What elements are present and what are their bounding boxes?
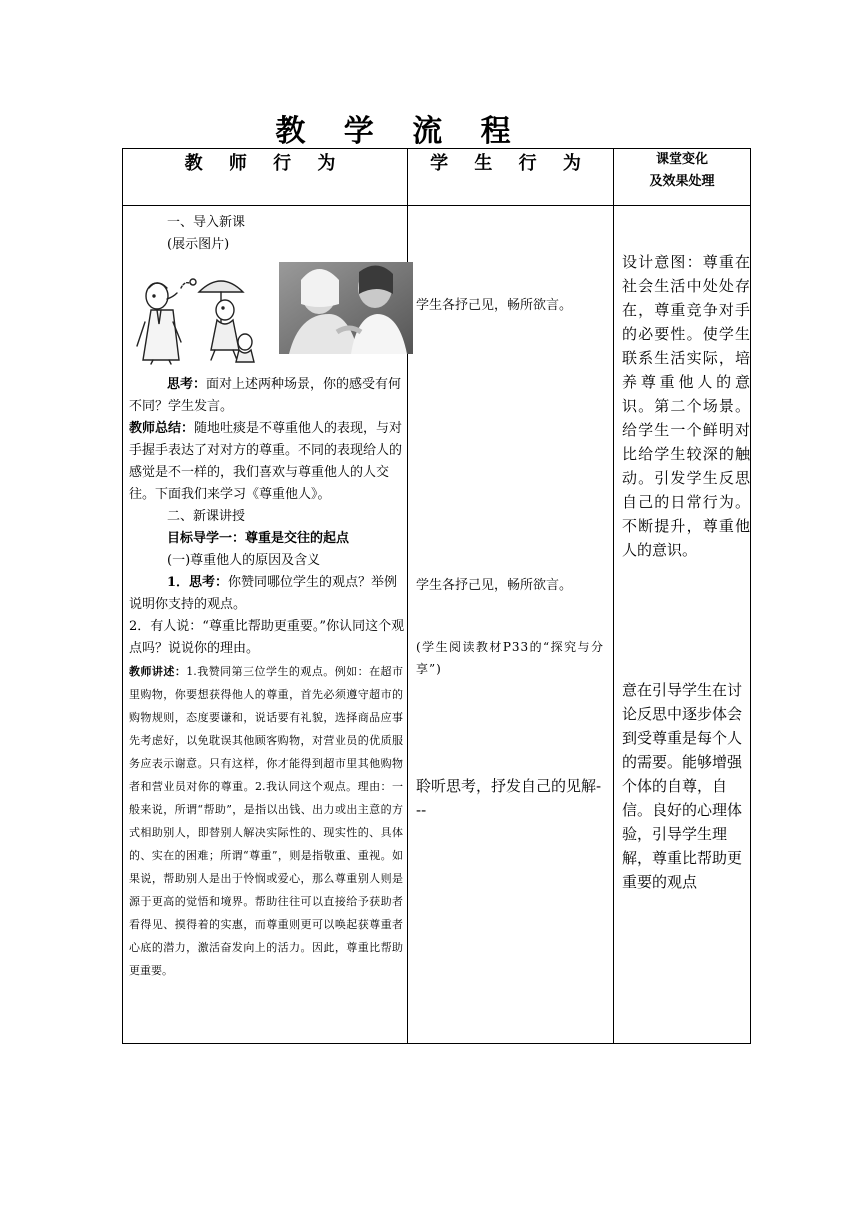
student-response-3: (学生阅读教材P33的“探究与分享”) bbox=[416, 640, 604, 676]
teacher-cell bbox=[123, 206, 408, 1044]
student-response-2: 学生各抒己见，畅所欲言。 bbox=[416, 578, 573, 593]
subsection1-title: (一)尊重他人的原因及含义 bbox=[167, 553, 321, 568]
header-student bbox=[408, 149, 614, 206]
student-cell bbox=[408, 206, 614, 1044]
lecture-text: 1.我赞同第三位学生的观点。例如：在超市里购物，你要想获得他人的尊重，首先必须遵守超市的购物规则，态度要谦和，说话要有礼貌，选择商品应事先考虑好，以免耽误其他顾客购物，对营业员的优质服务应表示谢意。只有这样，你才能得到超市里其他购物者和营业员对你的尊重。2.我认同这个观点。理由：一般来说，所谓“帮助”，是指以出钱、出力或出主意的方式相助别人，即替别人解决实际性的、现实性的、具体的、实在的困难；所谓“尊重”，则是指敬重、重视。如果说，帮助别人是出于怜悯或爱心，那么尊重别人则是源于更高的觉悟和境界。帮助往往可以直接给予获助者看得见、摸得着的实惠，而尊重则更可以唤起获尊重者心底的潜力，激活奋发向上的活力。因此，尊重比帮助更重要。 bbox=[129, 665, 404, 977]
question1-text: 你赞同哪位学生的观点？举例说明你支持的观点。 bbox=[129, 575, 398, 612]
handshake-photo-image bbox=[279, 262, 413, 354]
table-header-row bbox=[123, 149, 751, 206]
header-teacher bbox=[123, 149, 408, 206]
question2-text: 2．有人说：“尊重比帮助更重要。”你认同这个观点吗？说说你的理由。 bbox=[129, 619, 405, 656]
question1-label: 1．思考： bbox=[167, 575, 229, 590]
section2-title: 二、新课讲授 bbox=[167, 509, 246, 524]
goal-heading: 目标导学一：尊重是交往的起点 bbox=[167, 531, 350, 546]
header-changes-line2: 及效果处理 bbox=[649, 174, 715, 189]
header-teacher-label: 教 师 行 为 bbox=[184, 153, 346, 174]
changes-cell bbox=[614, 206, 751, 1044]
intro-images bbox=[129, 262, 405, 374]
student-response-1: 学生各抒己见，畅所欲言。 bbox=[416, 298, 573, 313]
table-body-row bbox=[123, 206, 751, 1044]
think-text: 面对上述两种场景，你的感受有何不同？学生发言。 bbox=[129, 377, 402, 414]
page-title: 教 学 流 程 bbox=[275, 114, 525, 149]
teaching-flow-table bbox=[122, 148, 751, 1044]
think-label: 思考： bbox=[167, 377, 207, 392]
section1-subtitle: (展示图片) bbox=[167, 237, 230, 252]
lecture-label: 教师讲述： bbox=[129, 665, 187, 678]
header-student-label: 学 生 行 为 bbox=[430, 153, 591, 174]
summary-label: 教师总结： bbox=[129, 421, 195, 436]
design-intent-text: 设计意图：尊重在社会生活中处处存在，尊重竞争对手的必要性。使学生联系生活实际，培养尊重他人的意识。第二个场景。给学生一个鲜明对比给学生较深的触动。引发学生反思自己的日常行为。不断提升，尊重他人的意识。 bbox=[622, 253, 750, 559]
guidance-text: 意在引导学生在讨论反思中逐步体会到受尊重是每个人的需要。能够增强个体的自尊，自信。良好的心理体验，引导学生理解，尊重比帮助更重要的观点 bbox=[622, 681, 743, 891]
student-response-4: 聆听思考，抒发自己的见解--- bbox=[416, 777, 602, 819]
section1-title: 一、导入新课 bbox=[167, 215, 246, 230]
summary-text: 随地吐痰是不尊重他人的表现，与对手握手表达了对对方的尊重。不同的表现给人的感觉是不一样的，我们喜欢与尊重他人的人交往。下面我们来学习《尊重他人》。 bbox=[129, 421, 403, 502]
header-changes bbox=[614, 149, 751, 206]
header-changes-line1: 课堂变化 bbox=[655, 152, 708, 167]
spitting-scene-image bbox=[129, 266, 269, 366]
